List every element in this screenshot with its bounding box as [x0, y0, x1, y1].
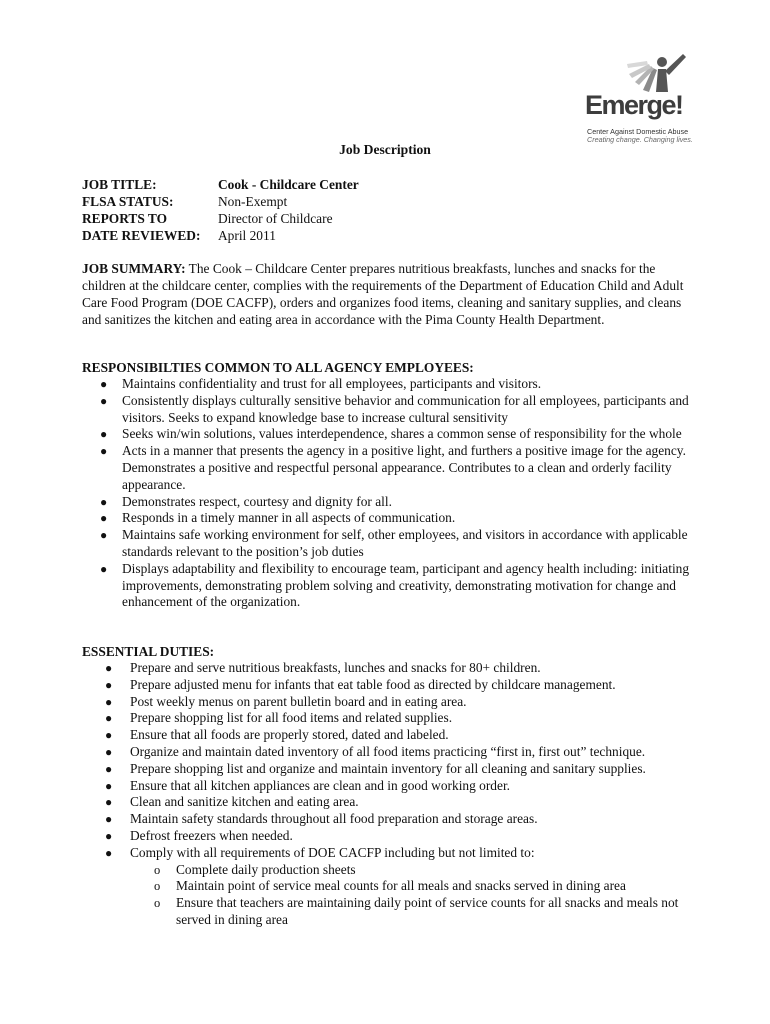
sub-list-item: o Ensure that teachers are maintaining daily point of service counts for all snacks and meals not served in dining area — [154, 895, 679, 927]
document-title: Job Description — [339, 142, 431, 157]
list-item: ● Comply with all requirements of DOE CACFP including but not limited to: o Complete daily production sheets o Maintain point of service meal counts for all meals and snacks served in dining area o Ensure that teachers are maintaining daily point of service counts for all snacks and meals not served in dining area — [130, 845, 690, 929]
list-item: ● Maintains confidentiality and trust for all employees, participants and visitors. — [100, 376, 542, 391]
responsibilities-heading: RESPONSIBILTIES COMMON TO ALL AGENCY EMPLOYEES: — [82, 360, 474, 375]
emerge-logo — [583, 52, 693, 144]
field-value: Director of Childcare — [218, 211, 333, 226]
list-item: ● Seeks win/win solutions, values interdependence, shares a common sense of responsibility for the whole — [100, 426, 682, 442]
logo-name: Emerge! — [585, 90, 683, 120]
list-item: ● Responds in a timely manner in all aspects of communication. — [100, 510, 456, 526]
list-item: ● Demonstrates respect, courtesy and dignity for all. — [100, 493, 392, 509]
list-item: ● Prepare and serve nutritious breakfasts, lunches and snacks for 80+ children. — [105, 660, 541, 675]
list-item: ● Acts in a manner that presents the agency in a positive light, and furthers a positive image for the agency. Demonstrates a positive and respectful personal appearance. Contributes to a clean and orderly facility appearance. — [100, 443, 686, 492]
logo-tagline: Center Against Domestic Abuse — [587, 127, 689, 136]
list-item: ● Prepare shopping list and organize and maintain inventory for all cleaning and sanitary supplies. — [105, 760, 646, 776]
responsibilities-list — [100, 376, 690, 611]
list-item: ● Post weekly menus on parent bulletin board and in eating area. — [105, 693, 467, 709]
field-label: FLSA STATUS: — [82, 194, 174, 209]
field-value: Cook - Childcare Center — [218, 177, 359, 192]
list-item: ● Consistently displays culturally sensitive behavior and communication for all employees, participants and visitors. Seeks to expand knowledge base to increase cultural sensitivity — [100, 392, 689, 425]
job-summary — [82, 260, 688, 328]
list-item: ● Displays adaptability and flexibility to encourage team, participant and agency health including: initiating improvements, demonstrating problem solving and creativity, demonstrating motivation for change and enhancement of the organization. — [100, 560, 690, 610]
sub-list-item: o Maintain point of service meal counts for all meals and snacks served in dining area — [154, 878, 626, 894]
field-value: Non-Exempt — [218, 194, 288, 209]
sub-list-item: o Complete daily production sheets — [154, 861, 356, 877]
logo-slogan: Creating change. Changing lives. — [587, 135, 693, 144]
list-item: ● Prepare adjusted menu for infants that eat table food as directed by childcare management. — [105, 676, 616, 692]
list-item: ● Defrost freezers when needed. — [105, 827, 293, 843]
list-item: ● Maintain safety standards throughout all food preparation and storage areas. — [105, 811, 538, 827]
summary-text: The Cook – Childcare Center prepares nutritious breakfasts, lunches and snacks for the children at the childcare center, complies with the requirements of the Department of Education Child and Adult Care Food Program (DOE CACFP), orders and organizes food items, cleaning and sanitary supplies, and cleans and sanitizes the kitchen and eating area in accordance with the Pima County Health Department. — [82, 261, 684, 327]
summary-label: JOB SUMMARY: — [82, 261, 186, 276]
field-label: JOB TITLE: — [82, 177, 157, 192]
field-label: REPORTS TO — [82, 211, 167, 226]
list-item: ● Maintains safe working environment for self, other employees, and visitors in accordance with applicable standards relevant to the position’s job duties — [100, 527, 688, 559]
duties-list — [105, 660, 690, 929]
field-value: April 2011 — [218, 228, 276, 243]
field-label: DATE REVIEWED: — [82, 228, 201, 243]
list-item: ● Clean and sanitize kitchen and eating area. — [105, 794, 359, 810]
duties-sublist — [130, 862, 690, 929]
duties-heading: ESSENTIAL DUTIES: — [82, 644, 215, 659]
list-item: ● Ensure that all foods are properly stored, dated and labeled. — [105, 727, 449, 743]
list-item: ● Prepare shopping list for all food items and related supplies. — [105, 710, 453, 726]
list-item: ● Organize and maintain dated inventory of all food items practicing “first in, first out” technique. — [105, 743, 646, 759]
list-item: ● Ensure that all kitchen appliances are clean and in good working order. — [105, 777, 511, 793]
